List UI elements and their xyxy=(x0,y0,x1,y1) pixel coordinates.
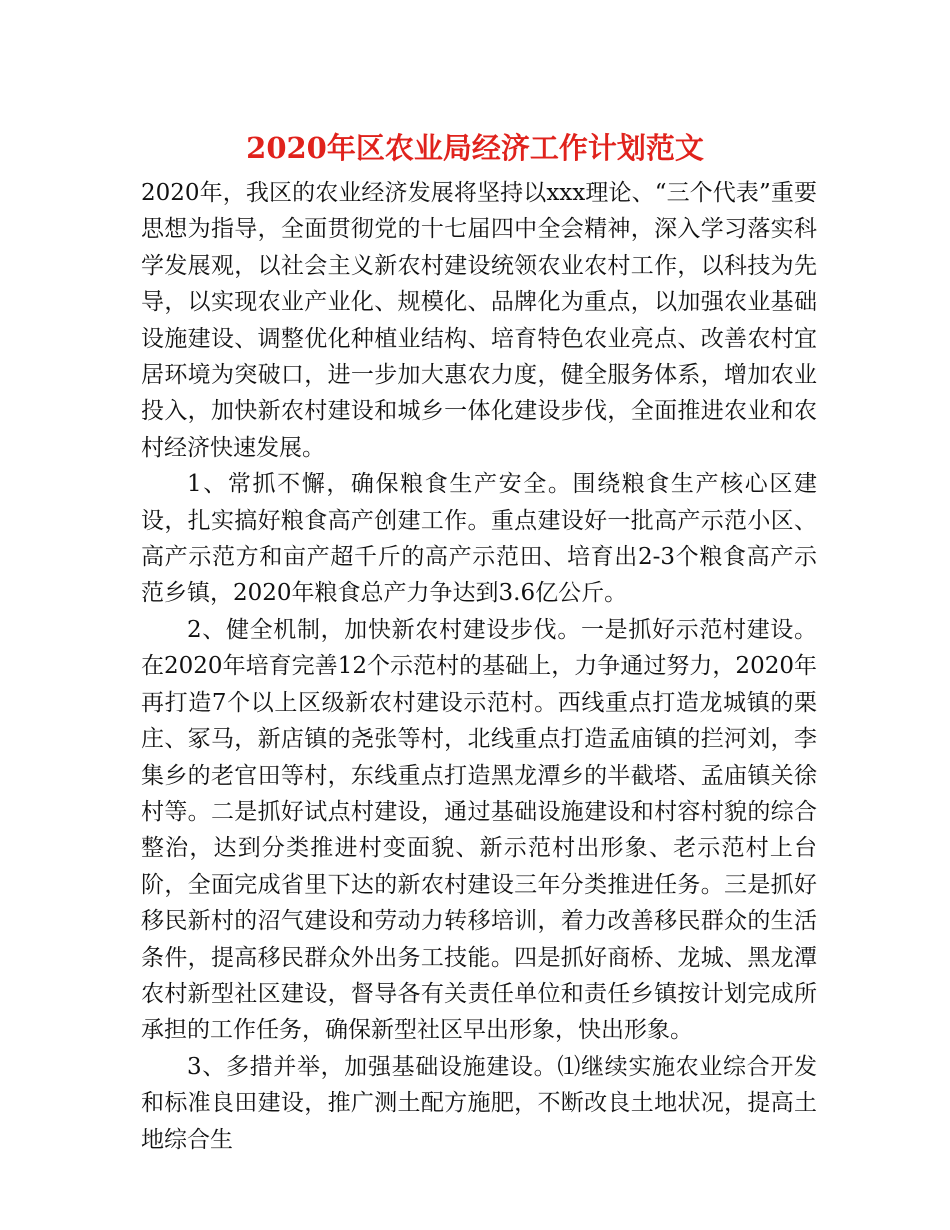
paragraph-item-3: 3、多措并举，加强基础设施建设。⑴继续实施农业综合开发和标准良田建设，推广测土配方施肥，不断改良土地状况，提高土地综合生 xyxy=(141,1053,817,1153)
paragraph-intro: 2020年，我区的农业经济发展将坚持以xxx理论、“三个代表”重要思想为指导，全面贯彻党的十七届四中全会精神，深入学习落实科学发展观，以社会主义新农村建设统领农业农村工作，以科技为先导，以实现农业产业化、规模化、品牌化为重点，以加强农业基础设施建设、调整优化种植业结构、培育特色农业亮点、改善农村宜居环境为突破口，进一步加大惠农力度，健全服务体系，增加农业投入，加快新农村建设和城乡一体化建设步伐，全面推进农业和农村经济快速发展。 xyxy=(141,180,817,461)
paragraph-item-2: 2、健全机制，加快新农村建设步伐。一是抓好示范村建设。在2020年培育完善12个示范村的基础上，力争通过努力，2020年再打造7个以上区级新农村建设示范村。西线重点打造龙城镇的栗庄、冢马，新店镇的尧张等村，北线重点打造孟庙镇的拦河刘，李集乡的老官田等村，东线重点打造黑龙潭乡的半截塔、孟庙镇关徐村等。二是抓好试点村建设，通过基础设施建设和村容村貌的综合整治，达到分类推进村变面貌、新示范村出形象、老示范村上台阶，全面完成省里下达的新农村建设三年分类推进任务。三是抓好移民新村的沼气建设和劳动力转移培训，着力改善移民群众的生活条件，提高移民群众外出务工技能。四是抓好商桥、龙城、黑龙潭农村新型社区建设，督导各有关责任单位和责任乡镇按计划完成所承担的工作任务，确保新型社区早出形象，快出形象。 xyxy=(141,616,817,1044)
document-title: 2020年区农业局经济工作计划范文 xyxy=(246,131,704,165)
paragraph-item-1: 1、常抓不懈，确保粮食生产安全。围绕粮食生产核心区建设，扎实搞好粮食高产创建工作。重点建设好一批高产示范小区、高产示范方和亩产超千斤的高产示范田、培育出2-3个粮食高产示范乡镇，2020年粮食总产力争达到3.6亿公斤。 xyxy=(141,471,817,607)
document-body xyxy=(141,175,817,1158)
